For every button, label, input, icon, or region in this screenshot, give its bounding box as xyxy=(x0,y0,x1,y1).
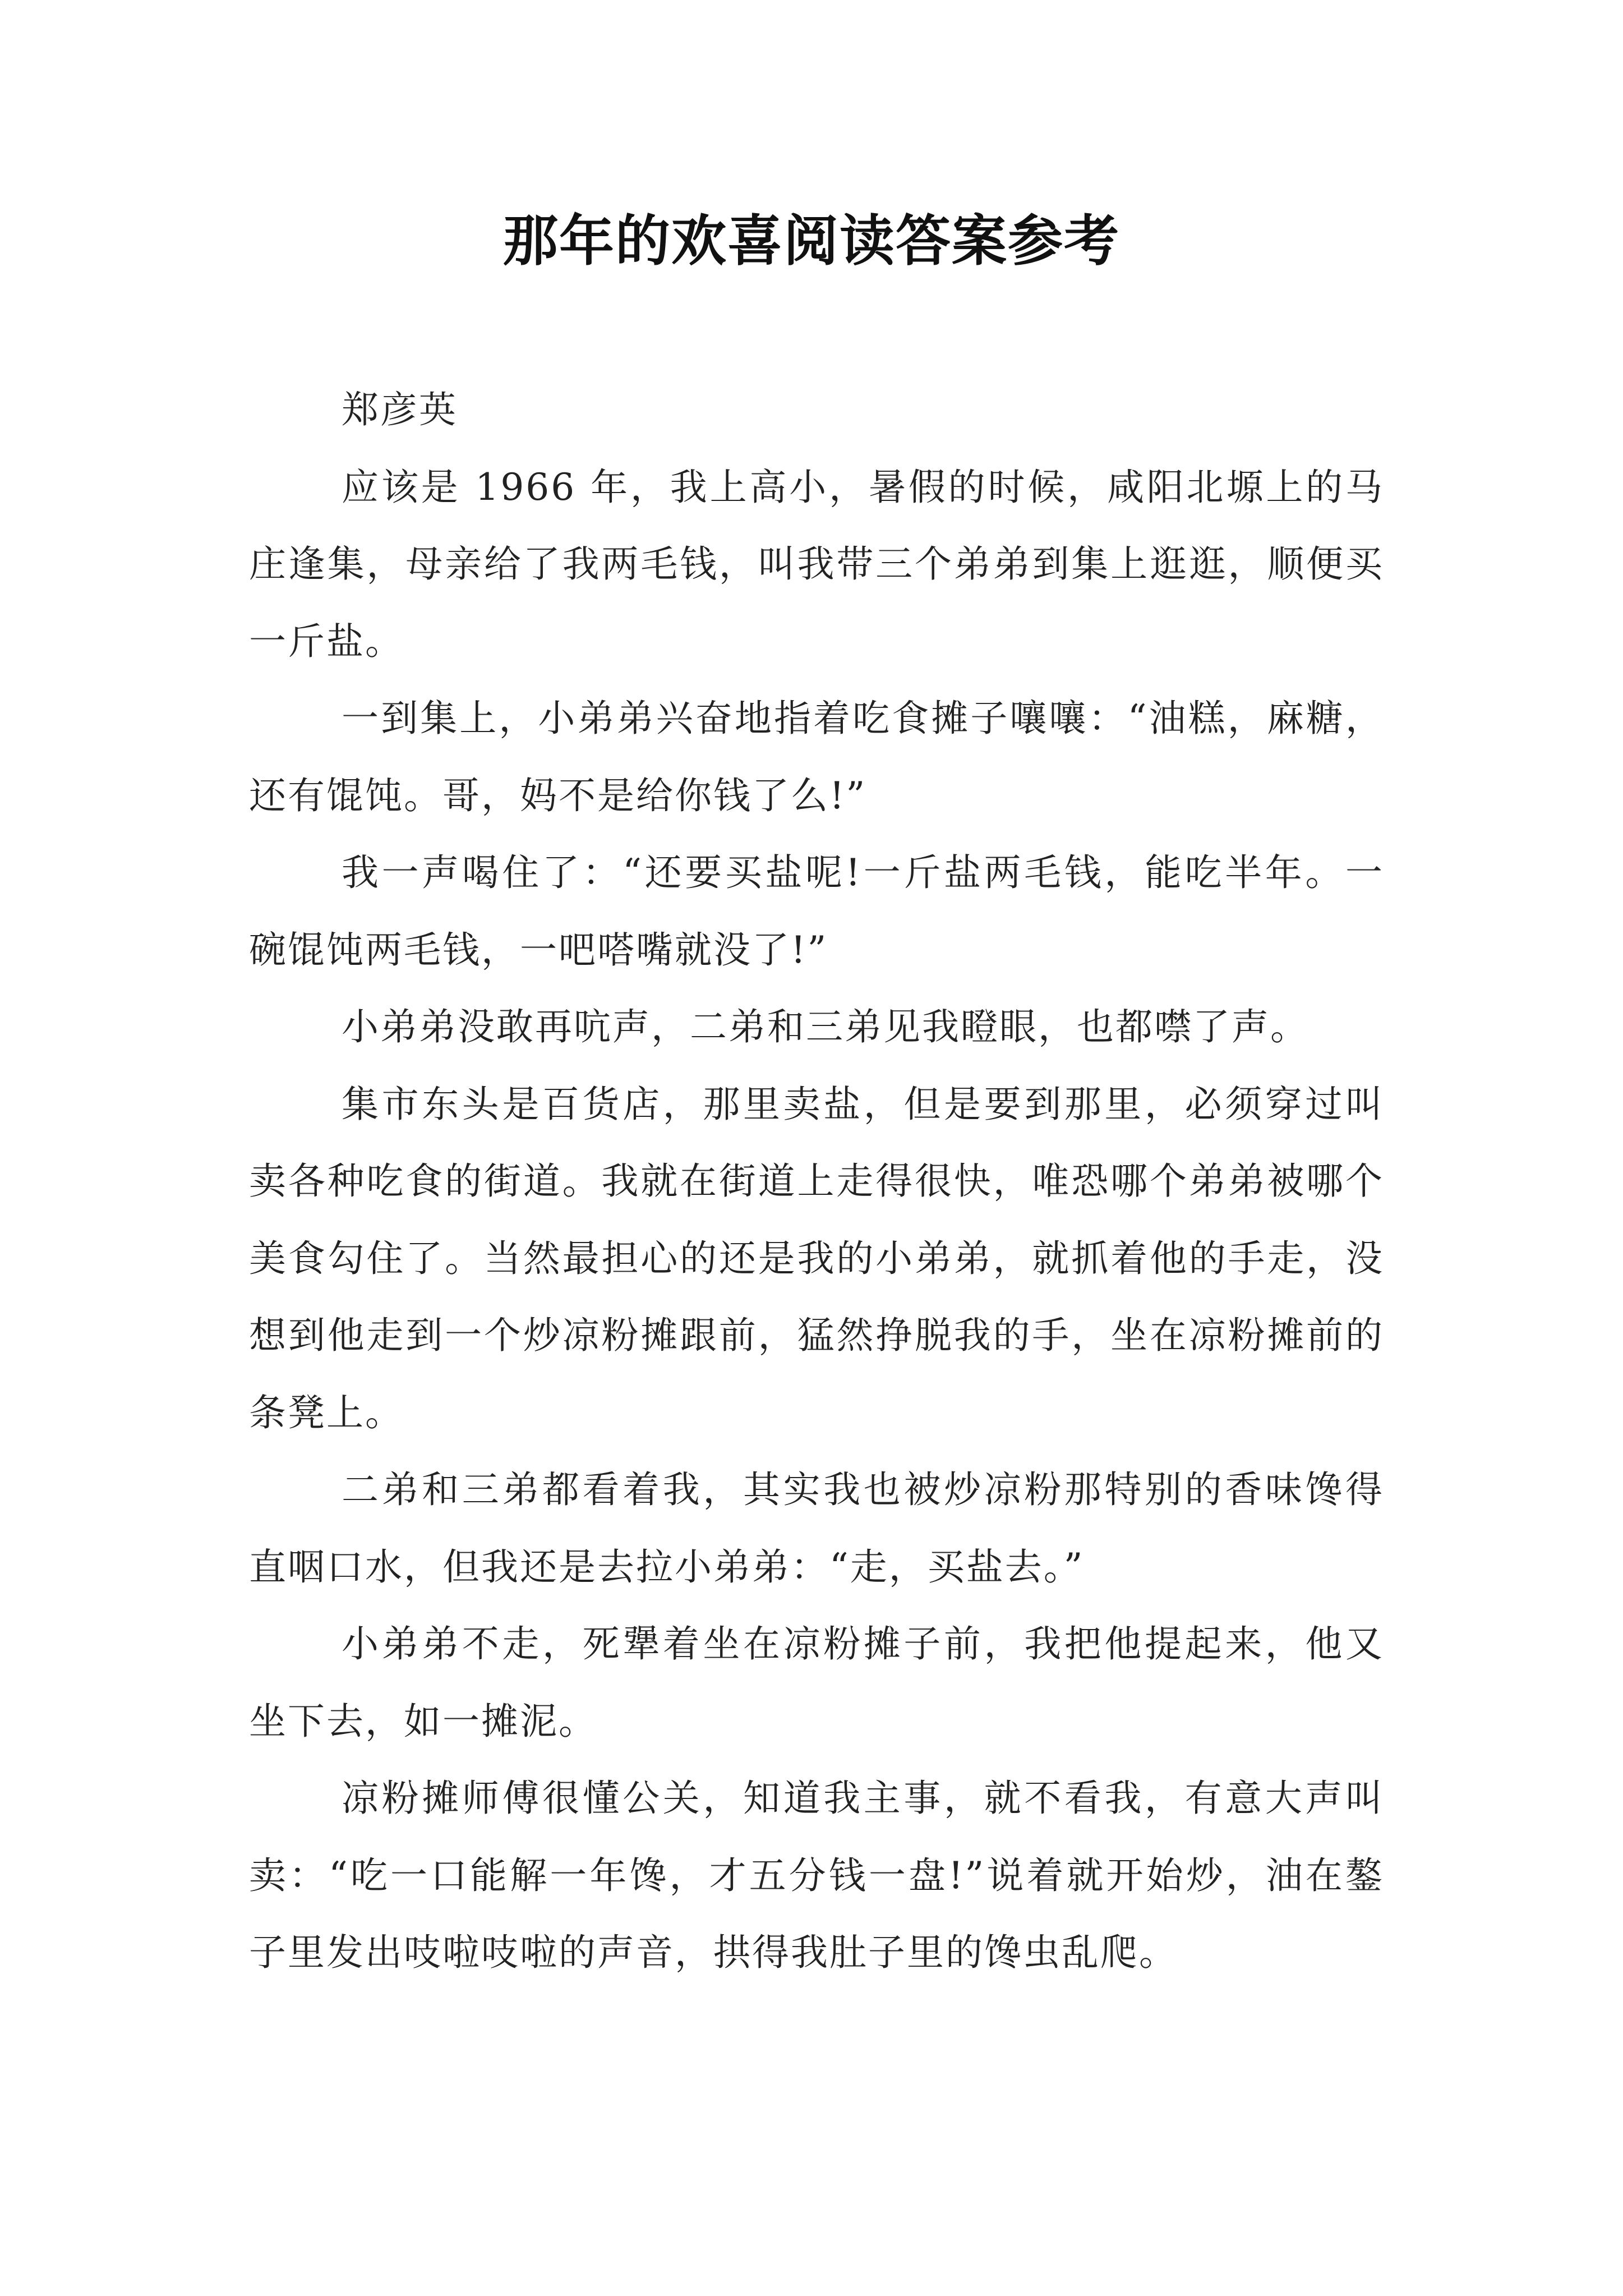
paragraph: 应该是 1966 年，我上高小，暑假的时候，咸阳北塬上的马庄逢集，母亲给了我两毛钱，叫我带三个弟弟到集上逛逛，顺便买一斤盐。 xyxy=(249,465,1384,663)
paragraph: 小弟弟没敢再吭声，二弟和三弟见我瞪眼，也都噤了声。 xyxy=(342,1005,1309,1048)
paragraph: 我一声喝住了：“还要买盐呢!一斤盐两毛钱，能吃半年。一碗馄饨两毛钱，一吧嗒嘴就没了!” xyxy=(249,851,1384,972)
page-title: 那年的欢喜阅读答案参考 xyxy=(502,209,1120,273)
article-body xyxy=(249,371,1384,1991)
paragraph: 凉粉摊师傅很懂公关，知道我主事，就不看我，有意大声叫卖：“吃一口能解一年馋，才五分钱一盘!”说着就开始炒，油在鏊子里发出吱啦吱啦的声音，拱得我肚子里的馋虫乱爬。 xyxy=(249,1777,1384,1974)
paragraph: 一到集上，小弟弟兴奋地指着吃食摊子嚷嚷：“油糕，麻糖，还有馄饨。哥，妈不是给你钱了么!” xyxy=(249,697,1384,817)
author-line: 郑彦英 xyxy=(342,388,458,431)
paragraph: 二弟和三弟都看着我，其实我也被炒凉粉那特别的香味馋得直咽口水，但我还是去拉小弟弟：“走，买盐去。” xyxy=(249,1468,1384,1589)
paragraph: 集市东头是百货店，那里卖盐，但是要到那里，必须穿过叫卖各种吃食的街道。我就在街道上走得很快，唯恐哪个弟弟被哪个美食勾住了。当然最担心的还是我的小弟弟，就抓着他的手走，没想到他走到一个炒凉粉摊跟前，猛然挣脱我的手，坐在凉粉摊前的条凳上。 xyxy=(249,1082,1384,1434)
paragraph: 小弟弟不走，死犟着坐在凉粉摊子前，我把他提起来，他又坐下去，如一摊泥。 xyxy=(249,1622,1384,1743)
